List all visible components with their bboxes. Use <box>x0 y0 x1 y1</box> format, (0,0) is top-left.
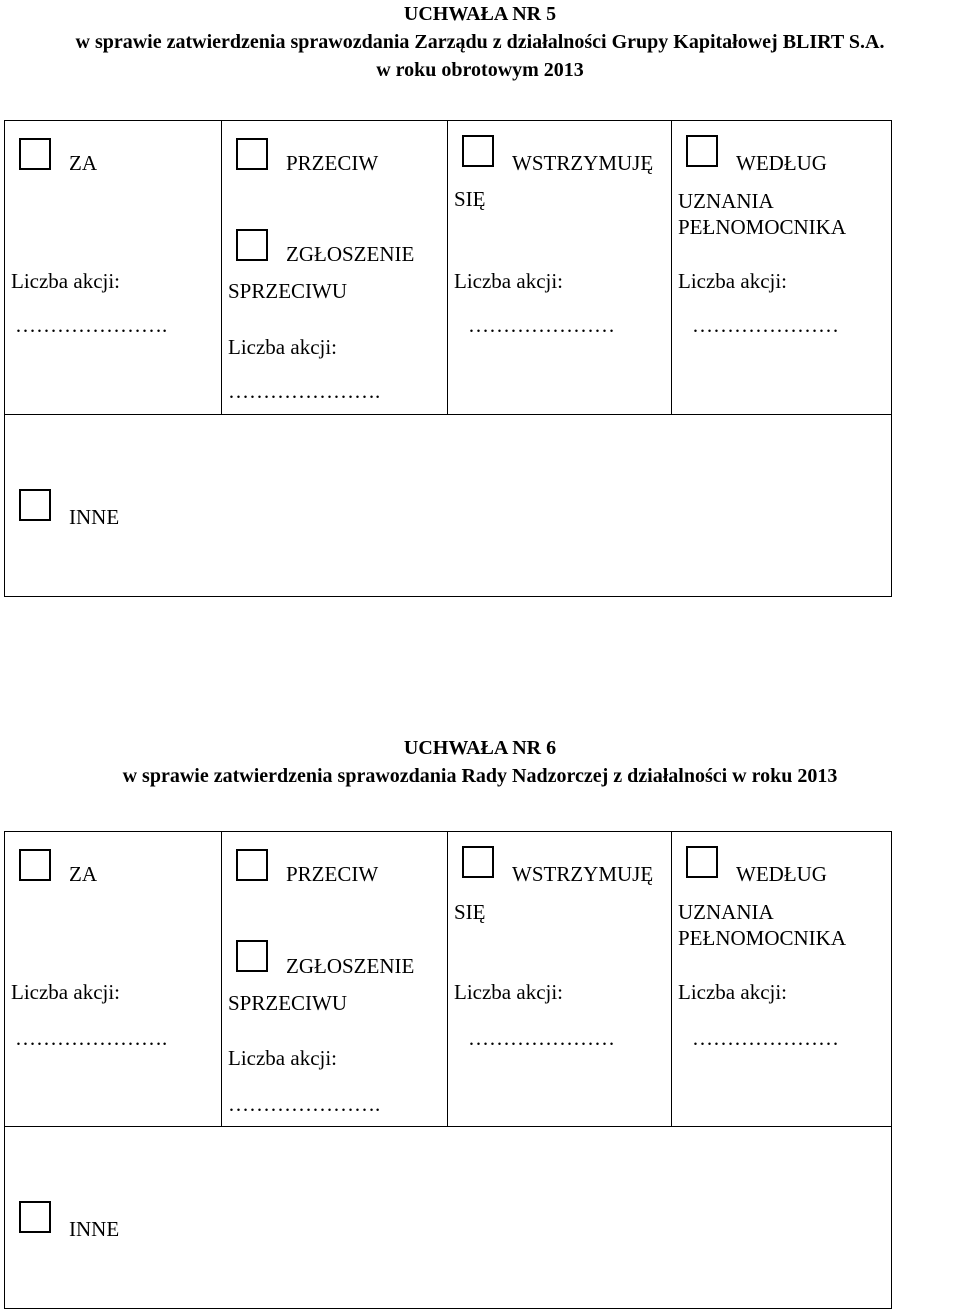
checkbox-objection[interactable] <box>236 940 268 972</box>
checkbox-abstain[interactable] <box>462 135 494 167</box>
label-proxy-cont: UZNANIA <box>678 189 774 213</box>
share-count-label: Liczba akcji: <box>454 269 564 293</box>
share-count-label: Liczba akcji: <box>228 335 338 359</box>
checkbox-for[interactable] <box>19 849 51 881</box>
vote-option-abstain <box>447 832 671 1127</box>
share-count-label: Liczba akcji: <box>454 980 564 1004</box>
resolution-title: UCHWAŁA NR 5 <box>403 3 557 25</box>
label-abstain: WSTRZYMUJĘ <box>512 862 654 886</box>
label-objection: ZGŁOSZENIE <box>286 242 415 266</box>
checkbox-other[interactable] <box>19 1201 51 1233</box>
resolution-6-voting-table <box>4 831 892 1309</box>
share-count-field[interactable]: ………………… <box>468 1026 615 1050</box>
checkbox-objection[interactable] <box>236 229 268 261</box>
label-abstain: WSTRZYMUJĘ <box>512 151 654 175</box>
share-count-field[interactable]: …………………. <box>228 379 381 403</box>
label-proxy-cont: UZNANIA <box>678 900 774 924</box>
resolution-subtitle: w sprawie zatwierdzenia sprawozdania Zarządu z działalności Grupy Kapitałowej BLIRT S.A. <box>75 31 885 53</box>
label-other: INNE <box>69 505 120 529</box>
vote-option-other <box>5 1126 891 1309</box>
share-count-label: Liczba akcji: <box>678 980 788 1004</box>
share-count-field[interactable]: ………………… <box>692 1026 839 1050</box>
label-for: ZA <box>69 862 97 886</box>
label-proxy-cont: PEŁNOMOCNIKA <box>678 926 846 950</box>
checkbox-abstain[interactable] <box>462 846 494 878</box>
checkbox-other[interactable] <box>19 489 51 521</box>
resolution-6-header <box>0 734 960 790</box>
label-against: PRZECIW <box>286 151 379 175</box>
label-objection: ZGŁOSZENIE <box>286 954 415 978</box>
vote-option-other <box>5 414 891 597</box>
label-other: INNE <box>69 1217 120 1241</box>
share-count-label: Liczba akcji: <box>11 269 121 293</box>
vote-option-against <box>221 832 447 1127</box>
share-count-field[interactable]: ………………… <box>692 313 839 337</box>
checkbox-proxy-discretion[interactable] <box>686 135 718 167</box>
vote-option-against <box>221 121 447 415</box>
vote-option-for <box>5 121 221 415</box>
resolution-title: UCHWAŁA NR 6 <box>403 737 557 759</box>
label-proxy: WEDŁUG <box>736 862 827 886</box>
label-proxy-cont: PEŁNOMOCNIKA <box>678 215 846 239</box>
label-for: ZA <box>69 151 97 175</box>
share-count-label: Liczba akcji: <box>228 1046 338 1070</box>
checkbox-proxy-discretion[interactable] <box>686 846 718 878</box>
label-abstain-cont: SIĘ <box>454 900 486 924</box>
share-count-field[interactable]: …………………. <box>228 1092 381 1116</box>
resolution-subtitle: w sprawie zatwierdzenia sprawozdania Rady Nadzorczej z działalności w roku 2013 <box>122 765 838 787</box>
share-count-label: Liczba akcji: <box>678 269 788 293</box>
resolution-subtitle: w roku obrotowym 2013 <box>376 59 584 81</box>
share-count-field[interactable]: ………………… <box>468 313 615 337</box>
label-proxy: WEDŁUG <box>736 151 827 175</box>
vote-option-for <box>5 832 221 1127</box>
resolution-5-header <box>0 0 960 84</box>
checkbox-for[interactable] <box>19 138 51 170</box>
label-abstain-cont: SIĘ <box>454 187 486 211</box>
vote-option-abstain <box>447 121 671 415</box>
label-objection-cont: SPRZECIWU <box>228 991 348 1015</box>
label-objection-cont: SPRZECIWU <box>228 279 348 303</box>
vote-option-proxy-discretion <box>671 121 890 415</box>
checkbox-against[interactable] <box>236 849 268 881</box>
resolution-5-voting-table <box>4 120 892 597</box>
vote-option-proxy-discretion <box>671 832 890 1127</box>
share-count-field[interactable]: …………………. <box>15 313 168 337</box>
checkbox-against[interactable] <box>236 138 268 170</box>
share-count-field[interactable]: …………………. <box>15 1026 168 1050</box>
share-count-label: Liczba akcji: <box>11 980 121 1004</box>
label-against: PRZECIW <box>286 862 379 886</box>
